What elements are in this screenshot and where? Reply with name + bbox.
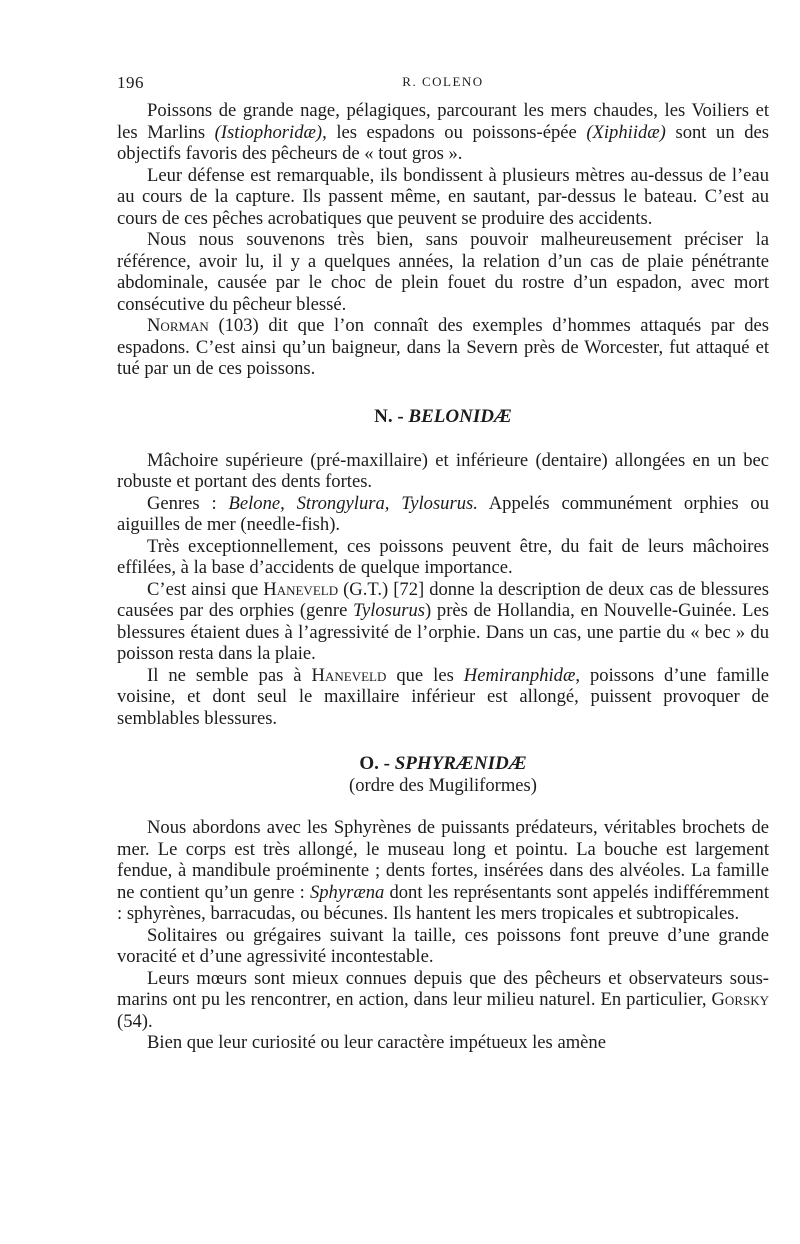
running-head: R. COLENO [402, 74, 484, 89]
paragraph-voracity: Solitaires ou grégaires suivant la taille, ces poissons font preuve d’une grande voracité et d’une agressivité incontestable. [117, 924, 769, 967]
author-name: Norman [147, 315, 209, 336]
paragraph-recollection: Nous nous souvenons très bien, sans pouvoir malheureusement préciser la référence, avoir lu, il y a quelques années, la relation d’un cas de plaie pénétrante abdominale, causée par le choc de plein fouet du rostre d’un espadon, avec mort consécutive du pêcheur blessé. [117, 229, 769, 315]
paragraph-swordfish-intro: Poissons de grande nage, pélagiques, parcourant les mers chaudes, les Voiliers et les Marlins (Istiophoridæ), les espadons ou poissons-épée (Xiphiidæ) sont un des objectifs favoris des pêcheurs de « tout gros ». [117, 100, 769, 164]
paragraph-norman: Norman (103) dit que l’on connaît des exemples d’hommes attaqués par des espadons. C’est ainsi qu’un baigneur, dans la Severn près de Worcester, fut attaqué et tué par un de ces poissons. [117, 315, 769, 379]
paragraph-exceptional-accidents: Très exceptionnellement, ces poissons peuvent être, du fait de leurs mâchoires effilées, à la base d’accidents de quelque importance. [117, 535, 769, 578]
paragraph-defense: Leur défense est remarquable, ils bondissent à plusieurs mètres au-dessus de l’eau au cours de la capture. Ils passent même, en sautant, par-dessus le bateau. C’est au cours de ces pêches acrobatiques que peuvent se produire des accidents. [117, 164, 769, 229]
page-header [117, 68, 769, 98]
section-subtitle: (ordre des Mugiliformes) [349, 775, 537, 796]
paragraph-haneveld-cases: C’est ainsi que Haneveld (G.T.) [72] donne la description de deux cas de blessures causées par des orphies (genre Tylosurus) près de Hollandia, en Nouvelle-Guinée. Les blessures étaient dues à l’agressivité de l’orphie. Dans un cas, une partie du « bec » du poisson resta dans la plaie. [117, 578, 769, 664]
author-name: Haneveld [263, 578, 339, 600]
page-number: 196 [117, 73, 144, 92]
author-name: Gorsky [711, 989, 769, 1010]
page [117, 68, 769, 1054]
paragraph-hemiranphidae: Il ne semble pas à Haneveld que les Hemiranphidæ, poissons d’une famille voisine, et dont seul le maxillaire inférieur est allongé, puissent provoquer de semblables blessures. [117, 664, 770, 729]
section-heading-belonidae: N. - BELONIDÆ [374, 405, 512, 427]
section-heading-sphyraenidae: O. - SPHYRÆNIDÆ [359, 753, 527, 774]
paragraph-jaw-description: Mâchoire supérieure (pré-maxillaire) et inférieure (dentaire) allongées en un bec robuste et portant des dents fortes. [117, 449, 769, 492]
paragraph-habits: Leurs mœurs sont mieux connues depuis que des pêcheurs et observateurs sous-marins ont pu les rencontrer, en action, dans leur milieu naturel. En particulier, Gorsky (54). [117, 967, 769, 1032]
paragraph-genera: Genres : Belone, Strongylura, Tylosurus. Appelés communément orphies ou aiguilles de mer (needle-fish). [117, 492, 770, 535]
paragraph-sphyrenes: Nous abordons avec les Sphyrènes de puissants prédateurs, véritables brochets de mer. Le corps est très allongé, le museau long et pointu. La bouche est largement fendue, à mandibule proéminente ; dents fortes, insérées dans des alvéoles. La famille ne contient qu’un genre : Sphyræna dont les représentants sont appelés indifféremment : sphyrènes, barracudas, ou bécunes. Ils hantent les mers tropicales et subtropicales. [117, 817, 769, 924]
author-name: Haneveld [311, 664, 387, 686]
paragraph-curiosity: Bien que leur curiosité ou leur caractère impétueux les amène [147, 1032, 606, 1053]
